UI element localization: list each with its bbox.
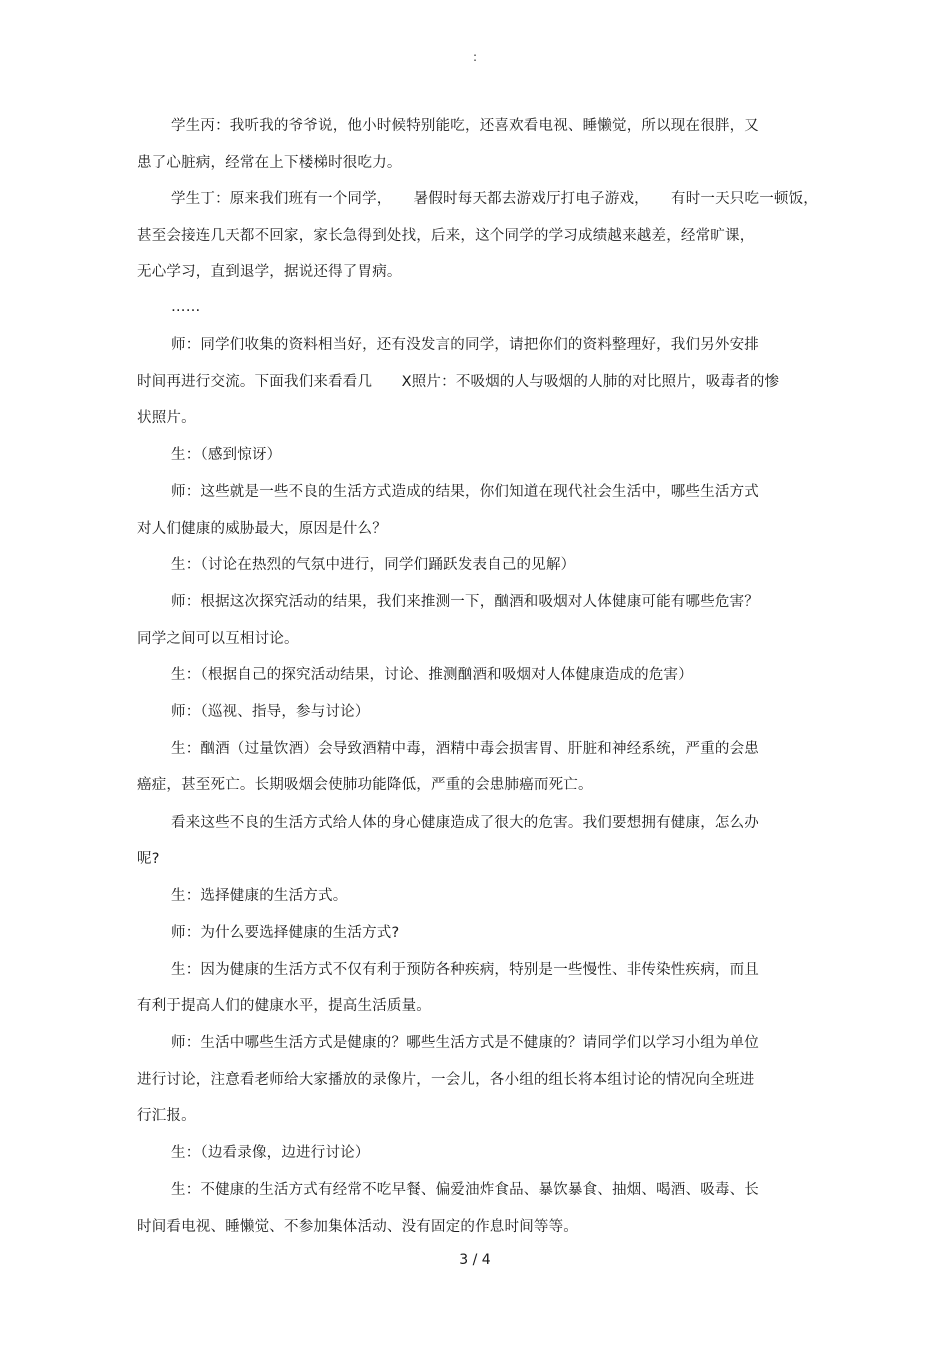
text-line: 状照片。: [137, 410, 196, 426]
text-line: 师：（巡视、指导，参与讨论）: [171, 704, 370, 720]
text-line: 时间再进行交流。下面我们来看看几 X照片：不吸烟的人与吸烟的人肺的对比照片，吸毒者的惨: [137, 374, 780, 390]
text-line: 甚至会接连几天都不回家，家长急得到处找，后来，这个同学的学习成绩越来越差，经常旷课，: [137, 228, 755, 244]
text-line: 同学之间可以互相讨论。: [137, 631, 299, 647]
text-line: 生：（根据自己的探究活动结果，讨论、推测酗酒和吸烟对人体健康造成的危害）: [171, 667, 693, 683]
text-line: 患了心脏病，经常在上下楼梯时很吃力。: [137, 155, 402, 171]
text-line: 行汇报。: [137, 1108, 196, 1124]
text-line: 时间看电视、睡懒觉、不参加集体活动、没有固定的作息时间等等。: [137, 1219, 578, 1235]
text-line: 学生丁：原来我们班有一个同学， 暑假时每天都去游戏厅打电子游戏， 有时一天只吃一顿饭，: [171, 191, 818, 207]
text-line: 师：这些就是一些不良的生活方式造成的结果，你们知道在现代社会生活中，哪些生活方式: [171, 484, 759, 500]
text-line: 进行讨论，注意看老师给大家播放的录像片，一会儿，各小组的组长将本组讨论的情况向全班进: [137, 1072, 755, 1088]
text-line: 学生丙：我听我的爷爷说，他小时候特别能吃，还喜欢看电视、睡懒觉，所以现在很胖，又: [171, 118, 759, 134]
text-line: 生：选择健康的生活方式。: [171, 888, 348, 904]
text-line: 生：因为健康的生活方式不仅有利于预防各种疾病，特别是一些慢性、非传染性疾病，而且: [171, 962, 759, 978]
text-line: 呢?: [137, 851, 160, 867]
text-line: 生：不健康的生活方式有经常不吃早餐、偏爱油炸食品、暴饮暴食、抽烟、喝酒、吸毒、长: [171, 1182, 759, 1198]
text-line: 看来这些不良的生活方式给人体的身心健康造成了很大的危害。我们要想拥有健康，怎么办: [171, 815, 759, 831]
text-line: 对人们健康的威胁最大，原因是什么？: [137, 521, 387, 537]
text-line: 生：（感到惊讶）: [171, 447, 282, 463]
page-number: 3 / 4: [459, 1252, 491, 1268]
text-line: ……: [171, 299, 201, 315]
text-line: 有利于提高人们的健康水平，提高生活质量。: [137, 998, 431, 1014]
text-line: 癌症，甚至死亡。长期吸烟会使肺功能降低，严重的会患肺癌而死亡。: [137, 777, 593, 793]
text-line: 生：酗酒（过量饮酒）会导致酒精中毒，酒精中毒会损害胃、肝脏和神经系统，严重的会患: [171, 741, 759, 757]
text-line: 无心学习，直到退学，据说还得了胃病。: [137, 264, 402, 280]
text-line: 师：生活中哪些生活方式是健康的？哪些生活方式是不健康的？请同学们以学习小组为单位: [171, 1035, 759, 1051]
text-line: 师：根据这次探究活动的结果，我们来推测一下，酗酒和吸烟对人体健康可能有哪些危害？: [171, 594, 759, 610]
text-line: 生：（边看录像，边进行讨论）: [171, 1145, 370, 1161]
text-line: 师：同学们收集的资料相当好，还有没发言的同学，请把你们的资料整理好，我们另外安排: [171, 337, 759, 353]
text-line: 生：（讨论在热烈的气氛中进行，同学们踊跃发表自己的见解）: [171, 557, 576, 573]
text-line: 师：为什么要选择健康的生活方式?: [171, 925, 400, 941]
header-mark: :: [472, 50, 478, 64]
